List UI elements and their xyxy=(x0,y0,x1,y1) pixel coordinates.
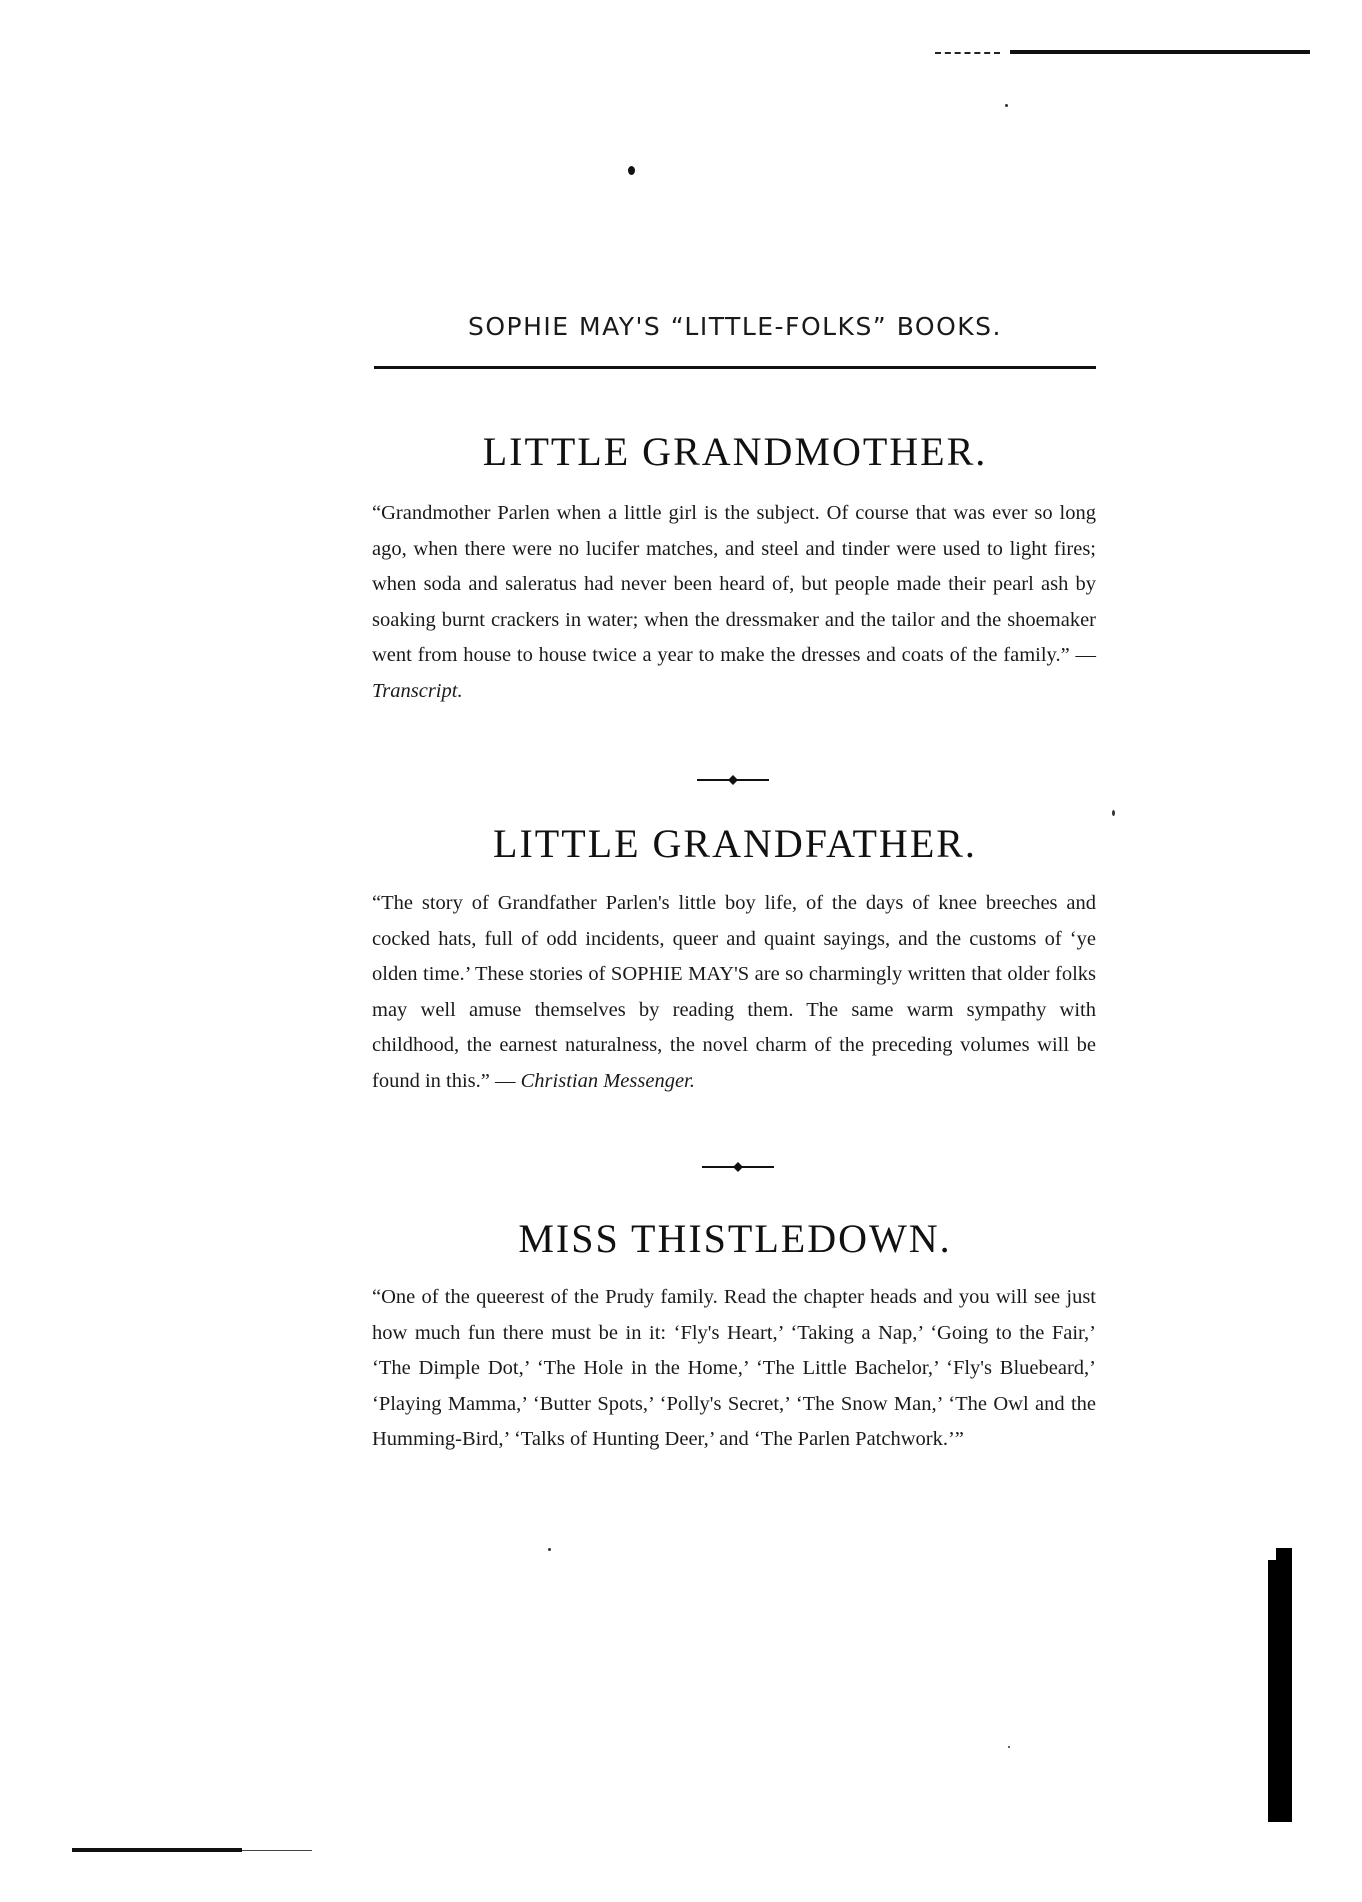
scan-edge-rule xyxy=(1010,50,1310,54)
review-text: “Grandmother Parlen when a little girl is the subject. Of course that was ever so long ago, when there were no lucifer matches, and steel and tinder were used to light fires; when soda and saleratus had never been heard of, but people made their pearl ash by soaking burnt crackers in water; when the dressmaker and the tailor and the shoemaker went from house to house twice a year to make the dresses and coats of the family.” — xyxy=(372,502,1096,666)
ink-speck xyxy=(1112,810,1115,816)
series-title: SOPHIE MAY'S “LITTLE-FOLKS” BOOKS. xyxy=(468,312,1002,341)
scan-edge-rule xyxy=(242,1850,312,1851)
scan-edge-bar xyxy=(1268,1560,1292,1822)
ink-speck xyxy=(1008,1746,1010,1748)
ink-dot xyxy=(628,166,635,175)
book-review-miss-thistledown xyxy=(372,1280,1096,1458)
ink-speck xyxy=(1005,104,1008,107)
review-text: “The story of Grandfather Parlen's little boy life, of the days of knee breeches and cocked hats, full of odd incidents, queer and quaint sayings, and the customs of ‘ye olden time.’ These stories of SOPHIE MAY'S are so charmingly written that older folks may well amuse themselves by reading them. The same warm sympathy with childhood, the earnest naturalness, the novel charm of the preceding volumes will be found in this.” — xyxy=(372,892,1096,1092)
scan-edge-rule xyxy=(72,1848,242,1852)
book-review-little-grandfather xyxy=(372,886,1096,1099)
book-title-miss-thistledown: MISS THISTLEDOWN. xyxy=(518,1216,952,1261)
header-rule xyxy=(374,366,1096,369)
book-title-little-grandmother: LITTLE GRANDMOTHER. xyxy=(482,429,988,474)
review-text: “One of the queerest of the Prudy family. Read the chapter heads and you will see just how much fun there must be in it: ‘Fly's Heart,’ ‘Taking a Nap,’ ‘Going to the Fair,’ ‘The Dimple Dot,’ ‘The Hole in the Home,’ ‘The Little Bachelor,’ ‘Fly's Bluebeard,’ ‘Playing Mamma,’ ‘Butter Spots,’ ‘Polly's Secret,’ ‘The Snow Man,’ ‘The Owl and the Humming-Bird,’ ‘Talks of Hunting Deer,’ and ‘The Parlen Patchwork.’” xyxy=(372,1286,1096,1450)
ink-speck xyxy=(548,1548,551,1551)
review-source: Christian Messenger. xyxy=(520,1069,695,1092)
book-review-little-grandmother xyxy=(372,496,1096,709)
review-source: Transcript. xyxy=(372,679,463,702)
section-divider-ornament xyxy=(693,773,773,787)
scan-edge-dash xyxy=(935,52,1000,54)
book-title-little-grandfather: LITTLE GRANDFATHER. xyxy=(493,821,977,866)
section-divider-ornament xyxy=(698,1160,778,1174)
